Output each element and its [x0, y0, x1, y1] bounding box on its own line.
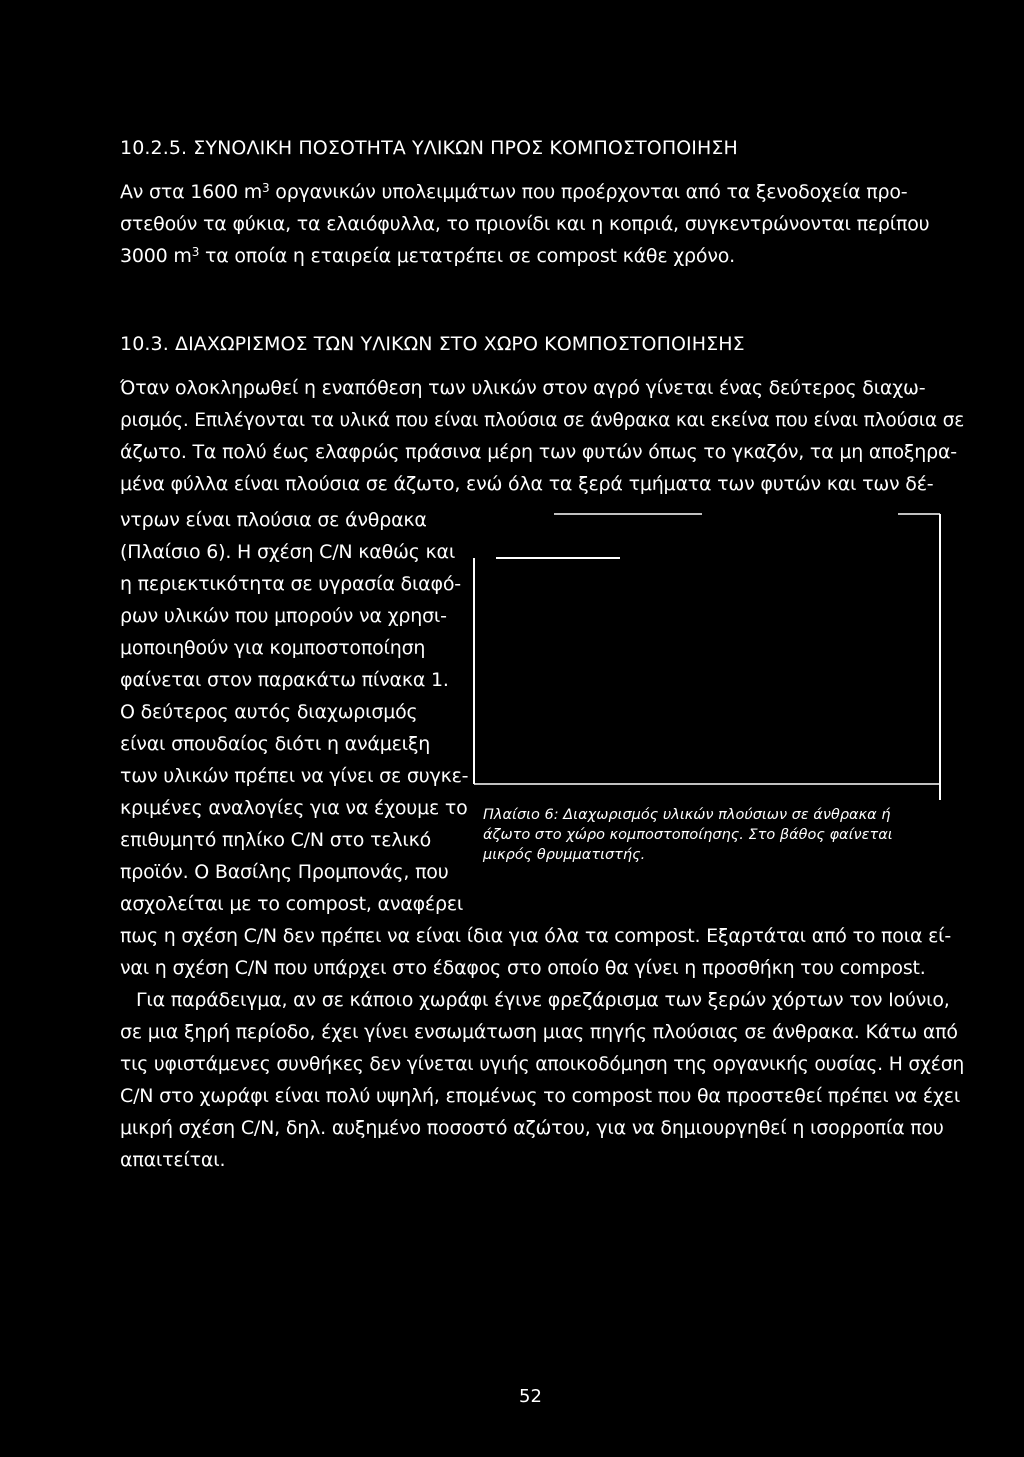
body-line: στεθούν τα φύκια, τα ελαιόφυλλα, το πριονίδι και η κοπριά, συγκεντρώνονται περίπου	[120, 213, 930, 235]
section-heading-10-2-5: 10.2.5. ΣΥΝΟΛΙΚΗ ΠΟΣΟΤΗΤΑ ΥΛΙΚΩΝ ΠΡΟΣ ΚΟΜΠΟΣΤΟΠΟΙΗΣΗ	[120, 137, 738, 159]
body-line: Όταν ολοκληρωθεί η εναπόθεση των υλικών στον αγρό γίνεται ένας δεύτερος διαχω-	[120, 377, 926, 399]
figure-caption-line: Πλαίσιο 6: Διαχωρισμός υλικών πλούσιων σε άνθρακα ή	[483, 807, 891, 823]
body-line: Για παράδειγμα, αν σε κάποιο χωράφι έγινε φρεζάρισμα των ξερών χόρτων τον Ιούνιο,	[136, 989, 950, 1011]
body-line: προϊόν. Ο Βασίλης Προμπονάς, που	[120, 861, 449, 883]
body-line: ασχολείται με το compost, αναφέρει	[120, 893, 464, 915]
photo-frame-edges	[474, 514, 940, 800]
section-heading-10-3: 10.3. ΔΙΑΧΩΡΙΣΜΟΣ ΤΩΝ ΥΛΙΚΩΝ ΣΤΟ ΧΩΡΟ ΚΟΜΠΟΣΤΟΠΟΙΗΣΗΣ	[120, 333, 745, 355]
body-line: τις υφιστάμενες συνθήκες δεν γίνεται υγιής αποικοδόμηση της οργανικής ουσίας. Η σχέση	[120, 1053, 965, 1075]
body-line: απαιτείται.	[120, 1149, 226, 1171]
body-line: 3000 $m^3$ τα οποία η εταιρεία μετατρέπει σε compost κάθε χρόνο.	[120, 245, 735, 267]
figure-caption-line: άζωτο στο χώρο κομποστοποίησης. Στο βάθος φαίνεται	[483, 827, 893, 843]
body-line: η περιεκτικότητα σε υγρασία διαφό-	[120, 573, 461, 595]
body-line: μικρή σχέση C/N, δηλ. αυξημένο ποσοστό αζώτου, για να δημιουργηθεί η ισορροπία που	[120, 1117, 944, 1139]
body-line: είναι σπουδαίος διότι η ανάμειξη	[120, 733, 431, 755]
body-line: κριμένες αναλογίες για να έχουμε το	[120, 797, 468, 819]
body-line: μοποιηθούν για κομποστοποίηση	[120, 637, 426, 659]
body-line: ρων υλικών που μπορούν να χρησι-	[120, 605, 447, 627]
figure-caption-line: μικρός θρυμματιστής.	[483, 847, 646, 863]
page-number: 52	[519, 1386, 542, 1407]
body-line: άζωτο. Τα πολύ έως ελαφρώς πράσινα μέρη των φυτών όπως το γκαζόν, τα μη αποξηρα-	[120, 441, 957, 463]
body-line: πως η σχέση C/N δεν πρέπει να είναι ίδια για όλα τα compost. Εξαρτάται από το ποια εί-	[120, 925, 952, 947]
figure-frame	[466, 508, 942, 808]
body-line: C/N στο χωράφι είναι πολύ υψηλή, επομένως το compost που θα προστεθεί πρέπει να έχει	[120, 1085, 961, 1107]
body-line: των υλικών πρέπει να γίνει σε συγκε-	[120, 765, 469, 787]
body-line: (Πλαίσιο 6). Η σχέση C/N καθώς και	[120, 541, 456, 563]
body-line: σε μια ξηρή περίοδο, έχει γίνει ενσωμάτωση μιας πηγής πλούσιας σε άνθρακα. Κάτω από	[120, 1021, 958, 1043]
body-line: φαίνεται στον παρακάτω πίνακα 1.	[120, 669, 449, 691]
body-line: μένα φύλλα είναι πλούσια σε άζωτο, ενώ όλα τα ξερά τμήματα των φυτών και των δέ-	[120, 473, 934, 495]
body-line: Αν στα 1600 $m^3$ οργανικών υπολειμμάτων που προέρχονται από τα ξενοδοχεία προ-	[120, 181, 908, 203]
body-line: επιθυμητό πηλίκο C/N στο τελικό	[120, 829, 432, 851]
body-line: ρισμός. Επιλέγονται τα υλικά που είναι πλούσια σε άνθρακα και εκείνα που είναι πλούσια σε	[120, 409, 965, 431]
body-line: ντρων είναι πλούσια σε άνθρακα	[120, 509, 427, 531]
body-line: Ο δεύτερος αυτός διαχωρισμός	[120, 701, 418, 723]
body-line: ναι η σχέση C/N που υπάρχει στο έδαφος στο οποίο θα γίνει η προσθήκη του compost.	[120, 957, 926, 979]
